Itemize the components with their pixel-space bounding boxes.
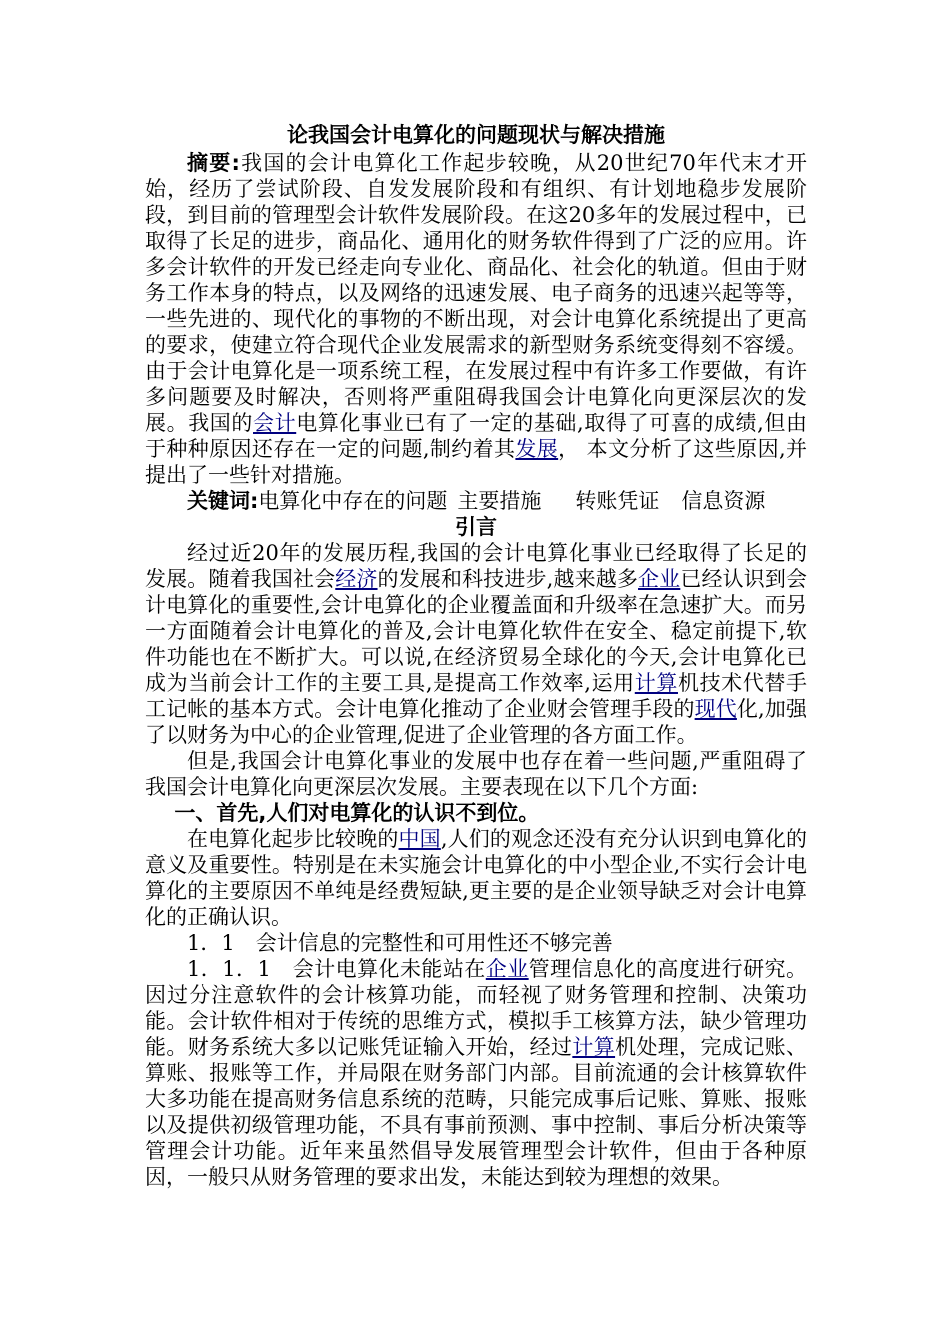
keywords-paragraph <box>145 488 807 514</box>
document-page <box>145 120 807 1190</box>
link-kuaiji[interactable]: 会计 <box>253 411 297 435</box>
link-qiye-2[interactable]: 企业 <box>485 957 529 981</box>
keyword-item: 信息资源 <box>681 489 766 513</box>
link-jisuan-2[interactable]: 计算 <box>572 1035 616 1059</box>
keyword-item: 主要措施 <box>457 489 542 513</box>
intro-paragraph-1: 经过近20年的发展历程,我国的会计电算化事业已经取得了长足的发展。随着我国社会经济的发展和科技进步,越来越多企业已经认识到会计电算化的重要性,会计电算化的企业覆盖面和升级率在急速扩大。而另一方面随着会计电算化的普及,会计电算化软件在安全、稳定前提下,软件功能也在不断扩大。可以说,在经济贸易全球化的今天,会计电算化已成为当前会计工作的主要工具,是提高工作效率,运用计算机技术代替手工记帐的基本方式。会计电算化推动了企业财会管理手段的现代化,加强了以财务为中心的企业管理,促进了企业管理的各方面工作。 <box>145 541 808 747</box>
keywords-label: 关键词: <box>187 489 259 513</box>
link-xiandai[interactable]: 现代 <box>694 697 737 721</box>
document-title: 论我国会计电算化的问题现状与解决措施 <box>287 123 665 147</box>
link-jingji[interactable]: 经济 <box>335 567 378 591</box>
subsection-1-1-1: 1．1．1 会计电算化未能站在企业管理信息化的高度进行研究。因过分注意软件的会计核算功能，而轻视了财务管理和控制、决策功能。会计软件相对于传统的思维方式，模拟手工核算方法，缺少管理功能。财务系统大多以记账凭证输入开始，经过计算机处理，完成记账、算账、报账等工作，并局限在财务部门内部。目前流通的会计核算软件大多功能在提高财务信息系统的范畴，只能完成事后记账、算账、报账以及提供初级管理功能，不具有事前预测、事中控制、事后分析决策等管理会计功能。近年来虽然倡导发展管理型会计软件，但由于各种原因，一般只从财务管理的要求出发，未能达到较为理想的效果。 <box>145 957 808 1189</box>
keyword-item: 电算化中存在的问题 <box>258 489 448 513</box>
section1-paragraph: 在电算化起步比较晚的中国,人们的观念还没有充分认识到电算化的意义及重要性。特别是在未实施会计电算化的中小型企业,不实行会计电算化的主要原因不单纯是经费短缺,更主要的是企业领导缺乏对会计电算化的正确认识。 <box>145 827 808 929</box>
abstract-paragraph: 摘要:我国的会计电算化工作起步较晚，从20世纪70年代末才开始，经历了尝试阶段、自发发展阶段和有组织、有计划地稳步发展阶段，到目前的管理型会计软件发展阶段。在这20多年的发展过程中，已取得了长足的进步，商品化、通用化的财务软件得到了广泛的应用。许多会计软件的开发已经走向专业化、商品化、社会化的轨道。但由于财务工作本身的特点，以及网络的迅速发展、电子商务的迅速兴起等等，一些先进的、现代化的事物的不断出现，对会计电算化系统提出了更高的要求，使建立符合现代企业发展需求的新型财务系统变得刻不容缓。由于会计电算化是一项系统工程，在发展过程中有许多工作要做，有许多问题要及时解决，否则将严重阻碍我国会计电算化向更深层次的发展。我国的会计电算化事业已有了一定的基础,取得了可喜的成绩,但由于种种原因还存在一定的问题,制约着其发展， 本文分析了这些原因,并提出了一些针对措施。 <box>145 151 808 487</box>
intro-paragraph-2: 但是,我国会计电算化事业的发展中也存在着一些问题,严重阻碍了我国会计电算化向更深层次发展。主要表现在以下几个方面: <box>145 749 807 799</box>
subsection-1-1: 1．1 会计信息的完整性和可用性还不够完善 <box>187 931 613 955</box>
link-fazhan[interactable]: 发展 <box>515 437 559 461</box>
keyword-item: 转账凭证 <box>575 489 660 513</box>
link-jisuan[interactable]: 计算 <box>634 671 678 695</box>
link-qiye[interactable]: 企业 <box>638 567 681 591</box>
intro-heading: 引言 <box>455 515 497 539</box>
section1-heading: 一、首先,人们对电算化的认识不到位。 <box>174 801 540 825</box>
link-zhongguo[interactable]: 中国 <box>398 827 441 851</box>
abstract-label: 摘要: <box>187 151 240 175</box>
